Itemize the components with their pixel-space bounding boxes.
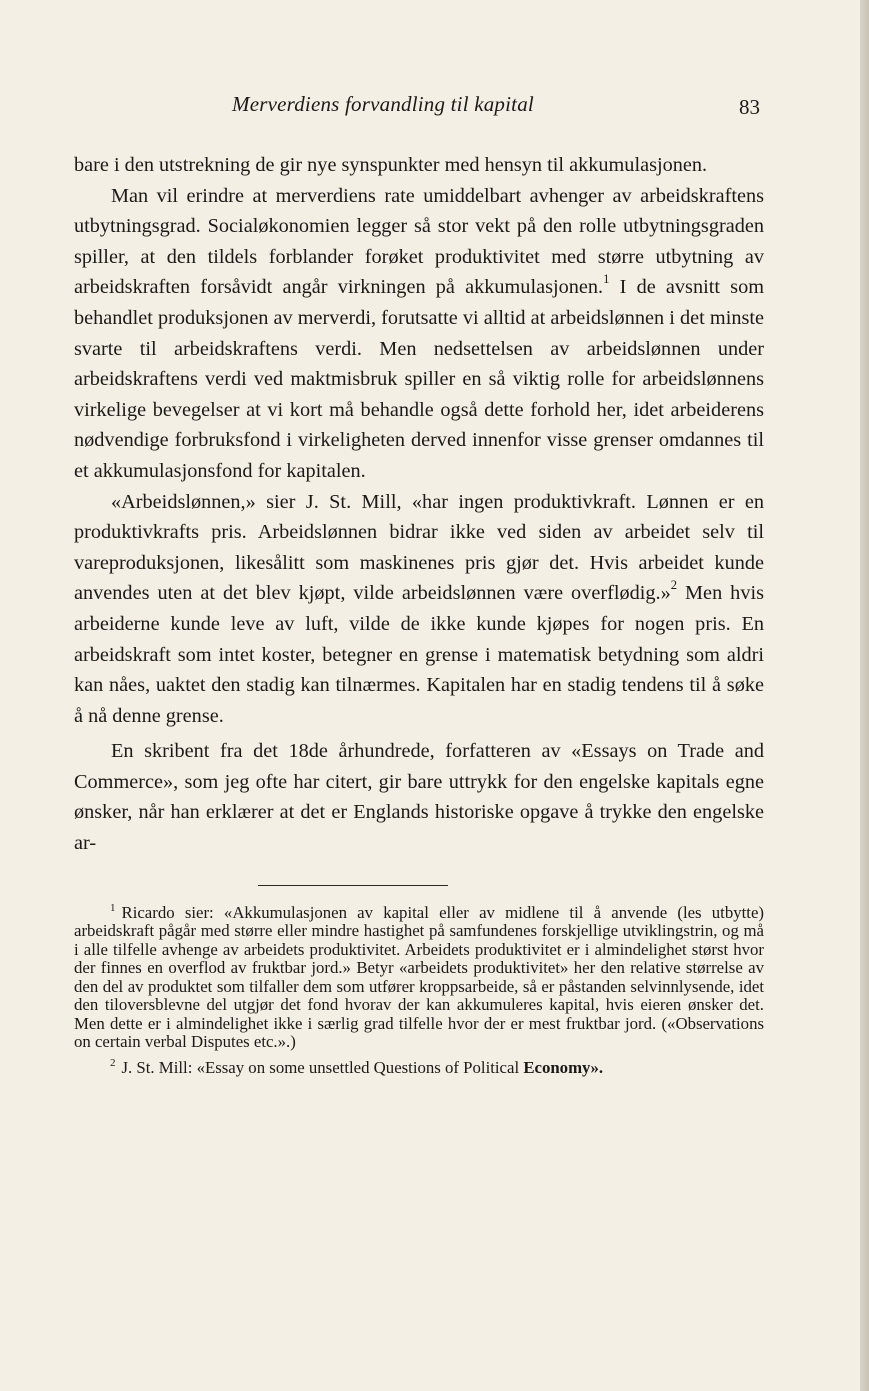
page-edge-shadow bbox=[860, 0, 869, 1391]
footnote-text: J. St. Mill: «Essay on some unsettled Questions of Political bbox=[121, 1057, 524, 1077]
footnote-reference-1: 1 bbox=[603, 272, 610, 287]
footnote-text-bold: Economy». bbox=[523, 1057, 604, 1077]
book-page bbox=[74, 92, 764, 1084]
running-head bbox=[74, 92, 764, 130]
paragraph-text-tail: Men hvis arbeiderne kunde leve av luft, vilde de ikke kunde kjøpes for nogen pris. En arbeidskraft som intet koster, betegner en grense i matematisk betydning som aldri kan nåes, uaktet den stadig kan tilnærmes. Kapitalen har en stadig tendens til å søke å nå denne grense. bbox=[74, 582, 764, 727]
paragraph-text: Man vil erindre at merverdiens rate umiddelbart avhenger av arbeidskraftens utbytningsgrad. Socialøkonomien legger så stor vekt på den rolle utbytningsgraden spiller, at den tildels forblander forøket produktivitet med større utbytning av arbeidskraften forsåvidt angår virkningen på akkumulasjonen. bbox=[74, 184, 764, 299]
footnote-number: 2 bbox=[110, 1057, 116, 1070]
footnote-2 bbox=[74, 1059, 764, 1078]
footnote-reference-2: 2 bbox=[670, 578, 678, 593]
paragraph-text: bare i den utstrekning de gir nye synspunkter med hensyn til akkumulasjonen. bbox=[74, 154, 708, 176]
footnote-separator-rule bbox=[258, 885, 448, 886]
paragraph bbox=[74, 736, 764, 858]
paragraph-continuation bbox=[74, 150, 764, 181]
footnotes bbox=[74, 904, 764, 1078]
footnote-number: 1 bbox=[110, 902, 116, 915]
page-number: 83 bbox=[739, 95, 760, 119]
paragraph bbox=[74, 181, 764, 487]
footnote-1 bbox=[74, 904, 764, 1052]
main-text bbox=[74, 150, 764, 859]
paragraph bbox=[74, 487, 764, 732]
paragraph-text-tail: I de avsnitt som behandlet produksjonen av merverdi, forutsatte vi alltid at arbeidslønnen i det minste svarte til arbeidskraftens verdi. Men nedsettelsen av arbeidslønnen under arbeidskraftens verdi ved maktmisbruk spiller en så viktig rolle for arbeidslønnens virkelige bevegelser at vi kort må behandle også dette forhold her, idet arbeiderens nødvendige forbruksfond i virkeligheten derved innenfor visse grenser omdannes til et akkumulasjonsfond for kapitalen. bbox=[74, 276, 764, 482]
paragraph-text: En skribent fra det 18de århundrede, forfatteren av «Essays on Trade and Commerce», som jeg ofte har citert, gir bare uttrykk for den engelske kapitals egne ønsker, når han erklærer at det er Englands historiske opgave å trykke den engelske ar- bbox=[74, 740, 764, 855]
chapter-running-title: Merverdiens forvandling til kapital bbox=[232, 92, 534, 116]
paragraph-text: «Arbeidslønnen,» sier J. St. Mill, «har ingen produktivkraft. Lønnen er en produktivkrafts pris. Arbeidslønnen bidrar ikke ved siden av arbeidet selv til vareproduksjonen, likesålitt som maskinenes pris gjør det. Hvis arbeidet kunde anvendes uten at det blev kjøpt, vilde arbeidslønnen være overflødig.» bbox=[74, 490, 764, 605]
footnote-text: Ricardo sier: «Akkumulasjonen av kapital eller av midlene til å anvende (les utbytte) arbeidskraft pågår med større eller mindre hastighet på samfundenes forskjellige utviklingstrin, og må i alle tilfelle avhenge av arbeidets produktivitet. Arbeidets produktivitet er i almindelighet størst hvor der finnes en overflod av fruktbar jord.» Betyr «arbeidets produktivitet» her den relative størrelse av den del av produktet som tilfaller dem som utfører kroppsarbeide, så er påstanden selvinnlysende, idet den tiloversblevne del utgjør det fond hvorav der kan akkumuleres kapital, hvis eieren ønsker det. Men dette er i almindelighet ikke i særlig grad tilfelle hvor der er mest fruktbar jord. («Observations on certain verbal Disputes etc.».) bbox=[74, 902, 764, 1052]
